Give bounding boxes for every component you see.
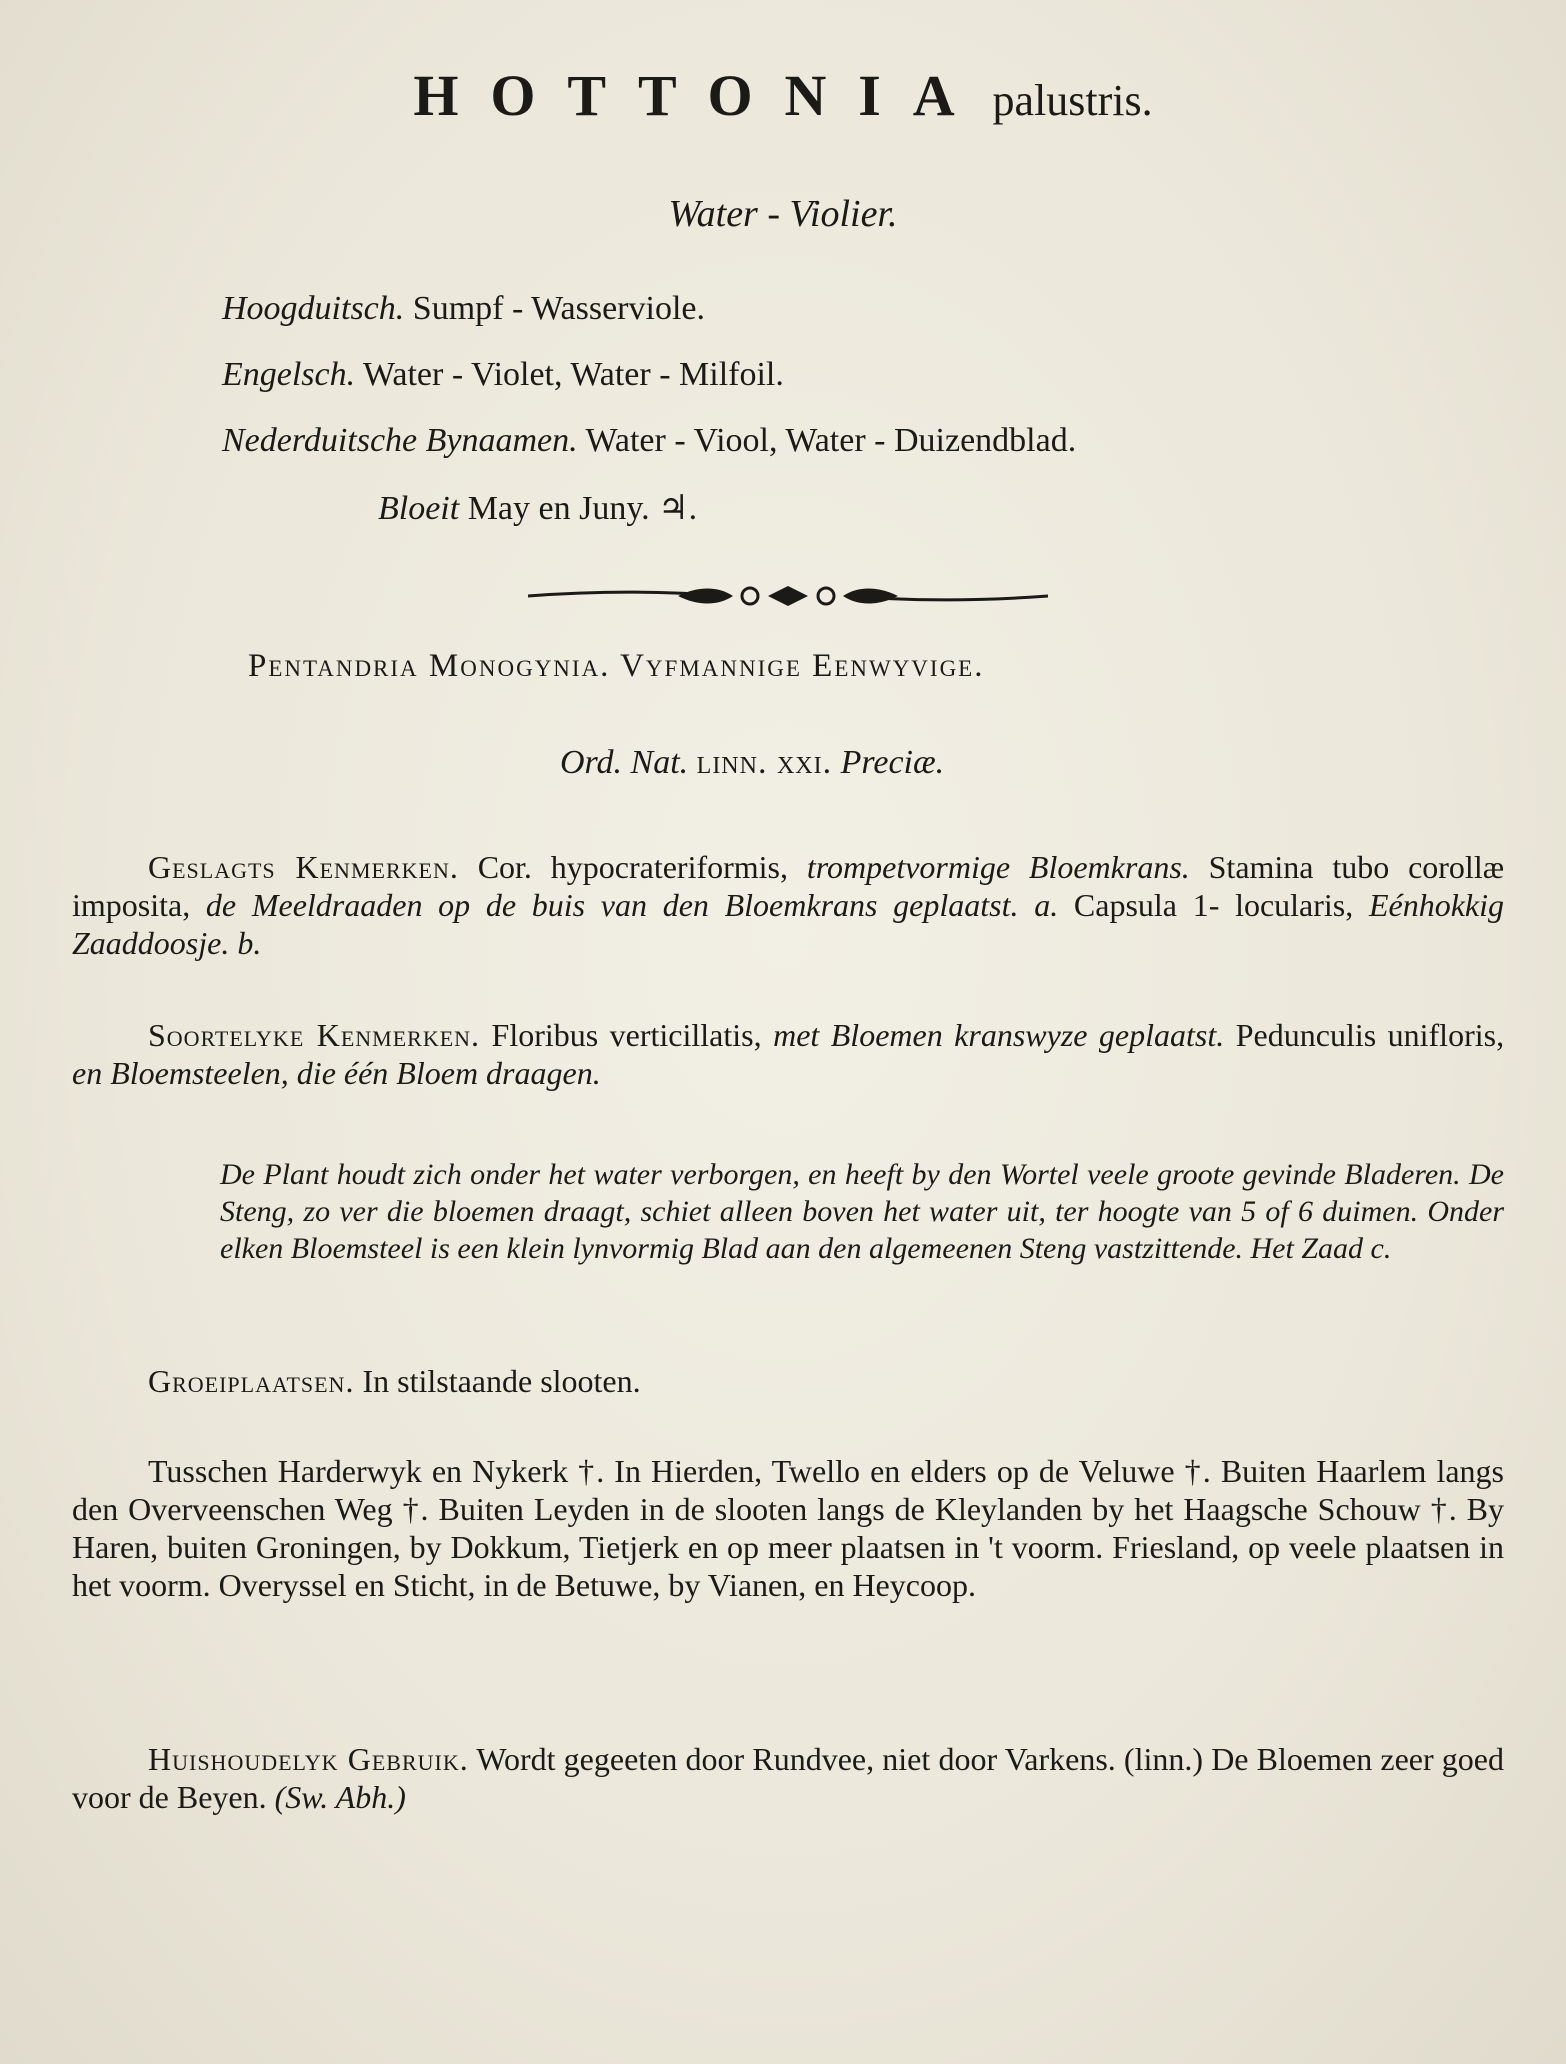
natural-order [560,744,944,782]
dutch-text: met Bloemen kranswyze geplaatst. [773,1017,1225,1053]
use-citation: (Sw. Abh.) [274,1779,406,1815]
name-value: Sumpf - Wasserviole. [412,290,705,327]
name-value: Water - Violet, Water - Milfoil. [363,356,784,393]
name-value: Water - Viool, Water - Duizendblad. [585,422,1077,459]
common-name: Water - Violier. [668,193,898,235]
section-heading: Groeiplaatsen. [148,1363,355,1399]
species-characters [72,1016,1504,1092]
bloom-label: Bloeit [378,490,460,527]
dutch-text: Eénhokkig Zaaddoosje. b. [72,887,1504,961]
dutch-text: en Bloemsteelen, die één Bloem draagen. [72,1055,601,1091]
latin-text: Capsula 1- locularis, [1073,887,1354,923]
order-name: Preciæ. [840,744,945,781]
localities: Tusschen Harderwyk en Nykerk †. In Hierden, Twello en elders op de Veluwe †. Buiten Haarlem langs den Overveenschen Weg †. Buiten Leyden in de slooten langs de Kleylanden by het Haagsche Schouw †. By Haren, buiten Groningen, by Dokkum, Tietjerk en op meer plaatsen in 't voorm. Friesland, op veele plaatsen in het voorm. Overyssel en Sticht, in de Betuwe, by Vianen, en Heycoop. [72,1453,1504,1603]
genus-characters [72,848,1504,962]
genus-name: HOTTONIA [413,63,987,128]
habitat [72,1362,1504,1400]
order-author: linn. xxi. [696,744,833,781]
latin-text: Stamina tubo corollæ imposita, [72,849,1505,923]
section-heading: Geslagts Kenmerken. [148,849,459,885]
page-title [0,62,1566,129]
dutch-text: trompetvormige Bloemkrans. [806,849,1190,885]
ornament-divider [528,578,1048,614]
plant-description: De Plant houdt zich onder het water verborgen, en heeft by den Wortel veele groote gevinde Bladeren. De Steng, zo ver die bloemen draagt, schiet alleen boven het water uit, ter hoogte van 5 of 6 duimen. Onder elken Bloemsteel is een klein lynvormig Blad aan den algemeenen Steng vastzittende. Het Zaad c. [220,1158,1504,1265]
latin-text: Cor. hypocrateriformis, [477,849,789,885]
name-lang: Nederduitsche Bynaamen. [222,422,578,459]
latin-text: Floribus verticillatis, [491,1017,762,1053]
name-line-english [222,356,784,394]
habitat-text: In stilstaande slooten. [362,1363,641,1399]
section-heading: Huishoudelyk Gebruik. [148,1741,469,1777]
species-epithet: palustris. [992,76,1153,125]
dutch-text: de Meeldraaden op de buis van den Bloemkrans geplaatst. a. [205,887,1059,923]
bloom-line [378,488,697,528]
name-line-dutch [222,422,1076,460]
section-heading: Soortelyke Kenmerken. [148,1017,481,1053]
name-line-german [222,290,705,328]
order-prefix: Ord. Nat. [560,744,689,781]
name-lang: Engelsch. [222,356,356,393]
bleed-through-decoration [870,330,900,364]
use-text: Wordt gegeeten door Rundvee, niet door Varkens. (linn.) De Bloemen zeer goed voor de Beyen. [72,1741,1505,1815]
classification: Pentandria Monogynia. Vyfmannige Eenwyvige. [248,648,985,684]
name-lang: Hoogduitsch. [222,290,405,327]
latin-text: Pedunculis unifloris, [1235,1017,1505,1053]
household-use [72,1740,1504,1816]
bloom-value: May en Juny. ♃. [467,490,698,527]
